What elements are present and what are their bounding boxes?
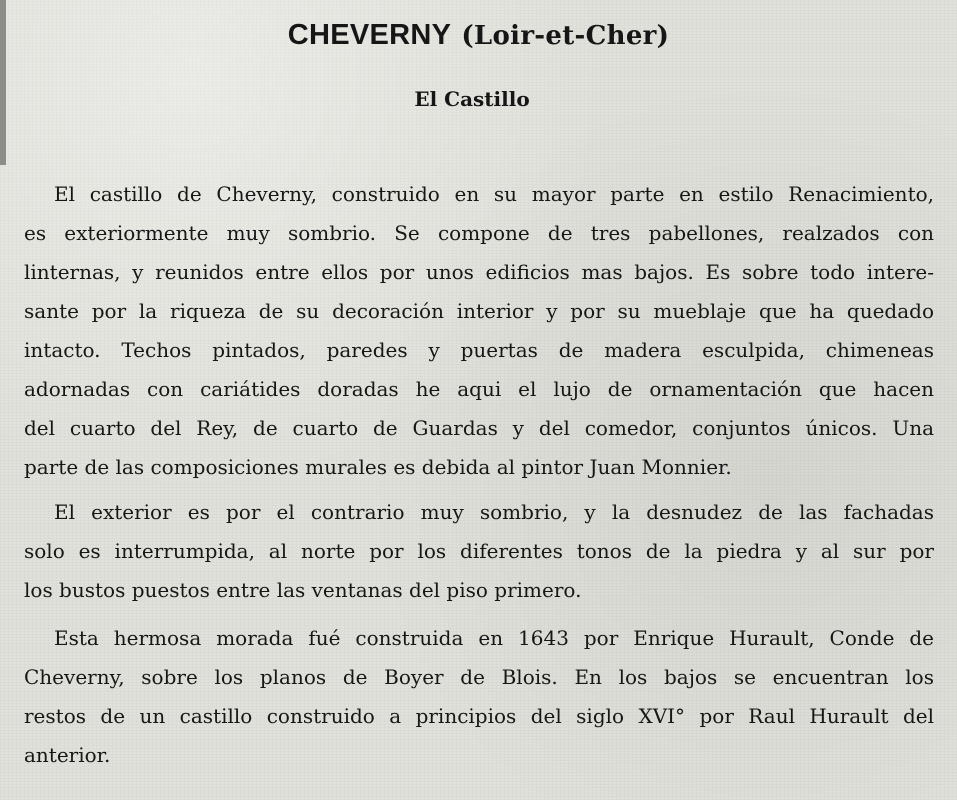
title-main: CHEVERNY [287,19,452,51]
paragraph-line: del cuarto del Rey, de cuarto de Guardas y del comedor, conjuntos únicos. Una [24,416,934,440]
paragraph-line: Esta hermosa morada fué construida en 1643 por Enrique Hurault, Conde de [54,626,934,650]
paragraph-2 [24,493,934,610]
paragraph-line: Cheverny, sobre los planos de Boyer de Blois. En los bajos se encuentran los [24,665,934,689]
paragraph-1 [24,175,934,487]
paragraph-line: adornadas con cariátides doradas he aqui el lujo de ornamentación que hacen [24,377,934,401]
page-title [0,18,957,53]
paragraph-line: linternas, y reunidos entre ellos por unos edificios mas bajos. Es sobre todo intere- [24,260,934,284]
section-subtitle: El Castillo [414,87,530,111]
paragraph-line: los bustos puestos entre las ventanas del piso primero. [24,578,582,602]
paragraph-line: solo es interrumpida, al norte por los diferentes tonos de la piedra y al sur por [24,539,934,563]
paragraph-line: intacto. Techos pintados, paredes y puertas de madera esculpida, chimeneas [24,338,934,362]
paragraph-line: El exterior es por el contrario muy sombrio, y la desnudez de las fachadas [54,500,934,524]
paragraph-3 [24,619,934,775]
paragraph-line: parte de las composiciones murales es debida al pintor Juan Monnier. [24,455,732,479]
paragraph-line: sante por la riqueza de su decoración interior y por su mueblaje que ha quedado [24,299,934,323]
paragraph-line: restos de un castillo construido a principios del siglo XVI° por Raul Hurault del [24,704,934,728]
paragraph-line: es exteriormente muy sombrio. Se compone de tres pabellones, realzados con [24,221,934,245]
paragraph-line: anterior. [24,743,111,767]
title-location: (Loir-et-Cher) [461,21,670,51]
paragraph-line: El castillo de Cheverny, construido en su mayor parte en estilo Renacimiento, [54,182,934,206]
